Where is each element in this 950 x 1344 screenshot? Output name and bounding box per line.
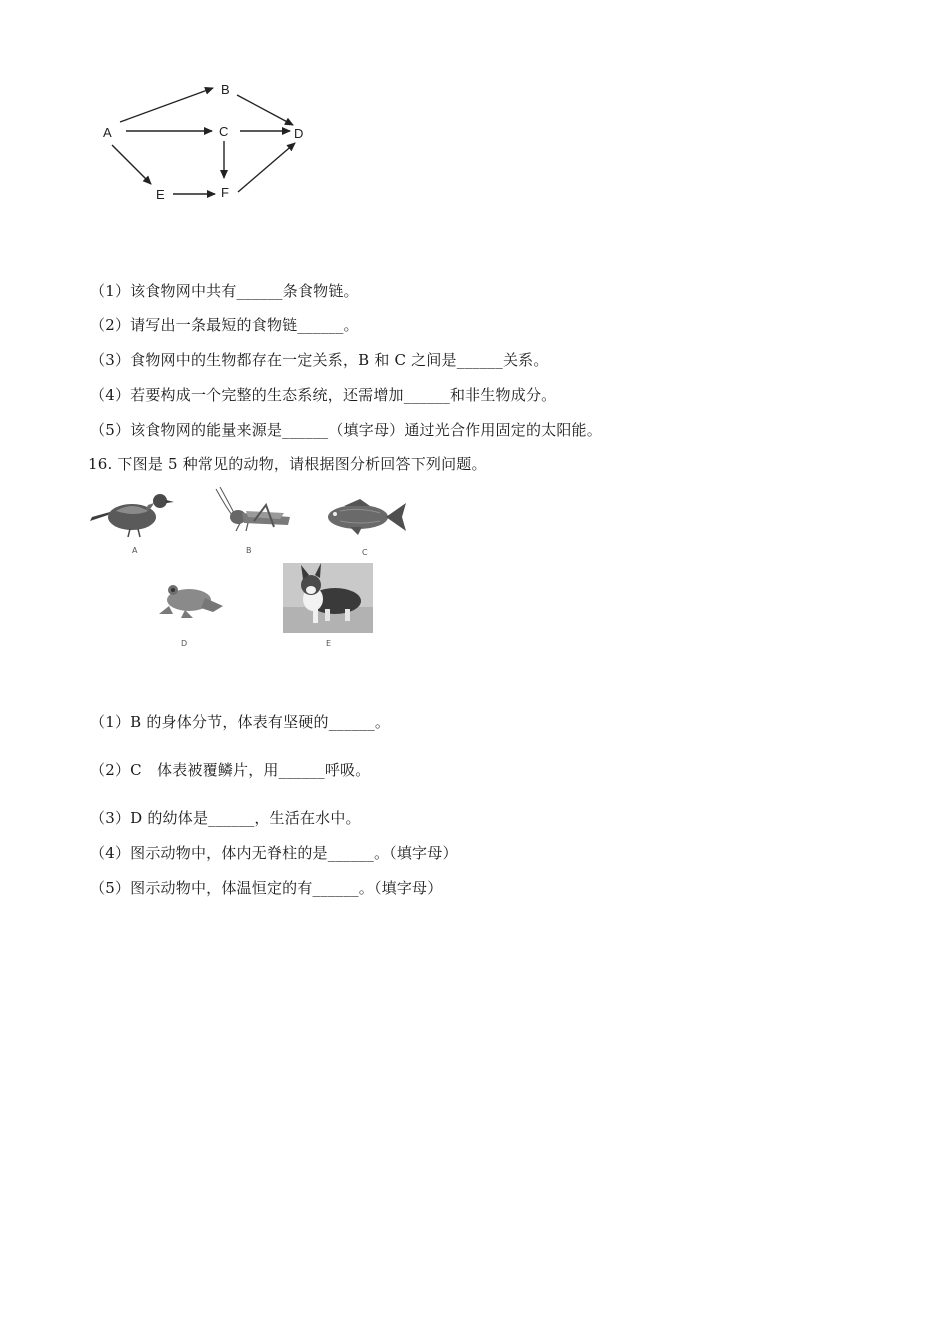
fish-image — [320, 497, 408, 537]
frog-image — [155, 576, 227, 620]
dog-image — [283, 563, 373, 633]
q16-item-4: （4）图示动物中，体内无脊柱的是______。（填字母） — [90, 844, 458, 862]
grasshopper-image — [210, 487, 294, 535]
animal-label-d: D — [181, 639, 188, 648]
q16-item-2: （2）C 体表被覆鳞片，用______呼吸。 — [90, 761, 371, 779]
q15-item-1: （1）该食物网中共有______条食物链。 — [90, 282, 359, 300]
edge-f-d — [238, 143, 295, 192]
q15-item-4: （4）若要构成一个完整的生态系统，还需增加______和非生物成分。 — [90, 386, 557, 404]
q16-item-3: （3）D 的幼体是______，生活在水中。 — [90, 809, 361, 827]
q16-item-1: （1）B 的身体分节，体表有坚硬的______。 — [90, 713, 391, 731]
edge-a-e — [112, 145, 151, 184]
node-b: B — [221, 82, 230, 97]
animal-label-e: E — [326, 639, 332, 648]
node-e: E — [156, 187, 165, 202]
node-c: C — [219, 124, 229, 139]
q16-item-5: （5）图示动物中，体温恒定的有______。（填字母） — [90, 879, 443, 897]
edge-b-d — [237, 95, 293, 125]
edge-a-b — [120, 88, 213, 122]
animal-label-c: C — [362, 548, 368, 557]
q16-stem: 16. 下图是 5 种常见的动物，请根据图分析回答下列问题。 — [88, 455, 487, 473]
q15-item-2: （2）请写出一条最短的食物链______。 — [90, 316, 359, 334]
node-a: A — [103, 125, 112, 140]
node-d: D — [294, 126, 304, 141]
animal-label-b: B — [246, 546, 252, 555]
q15-item-5: （5）该食物网的能量来源是______（填字母）通过光合作用固定的太阳能。 — [90, 421, 602, 439]
q15-item-3: （3）食物网中的生物都存在一定关系，B 和 C 之间是______关系。 — [90, 351, 549, 369]
animal-label-a: A — [132, 546, 138, 555]
pigeon-image — [88, 487, 180, 539]
node-f: F — [221, 185, 229, 200]
food-web-diagram — [90, 75, 330, 215]
